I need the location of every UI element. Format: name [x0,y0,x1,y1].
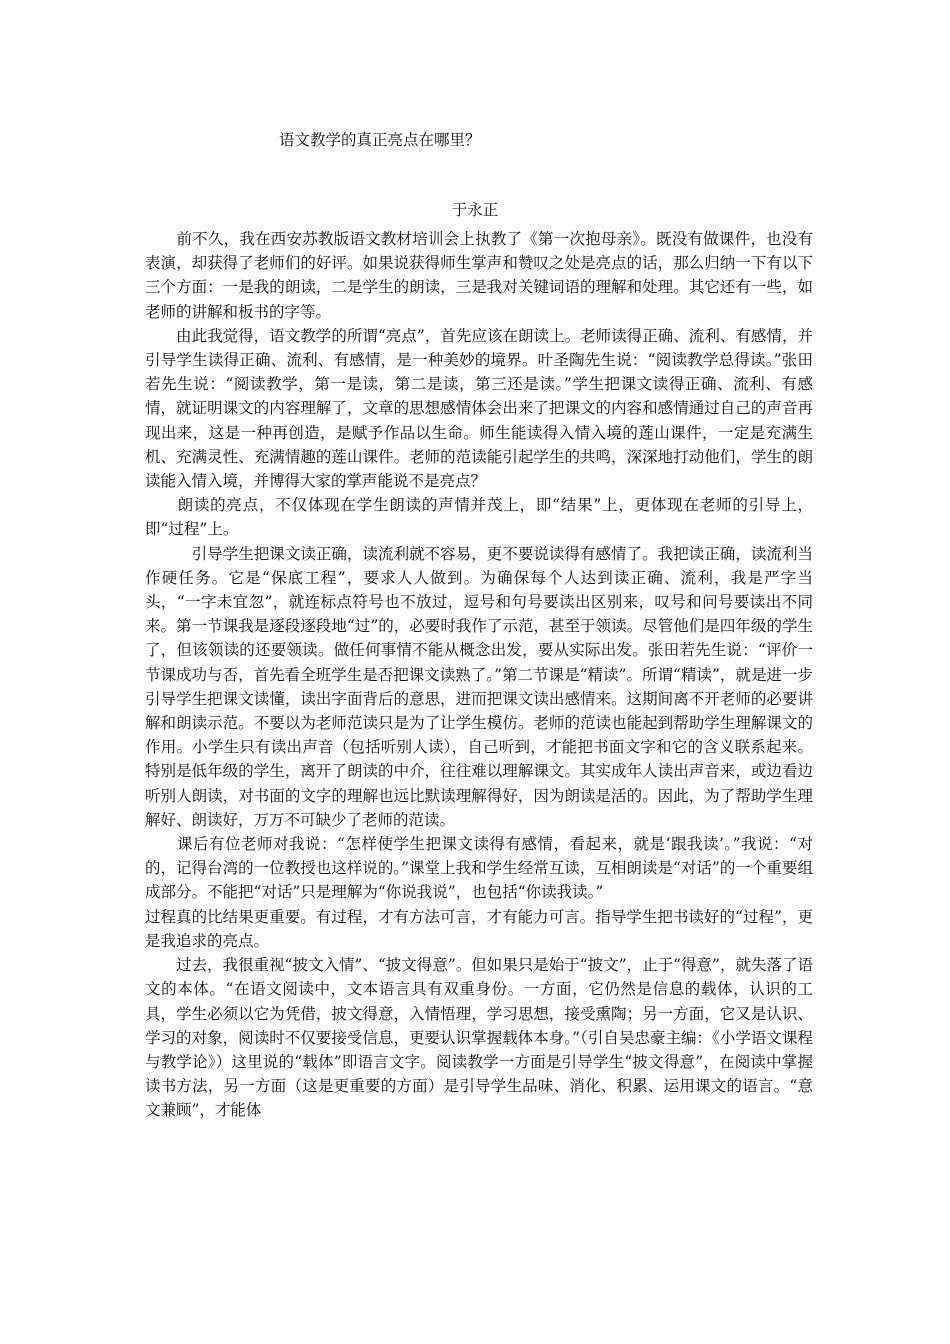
paragraph-2: 由此我觉得，语文教学的所谓“亮点”，首先应该在朗读上。老师读得正确、流利、有感情，并引导学生读得正确、流利、有感情，是一种美妙的境界。叶圣陶先生说：“阅读教学总得读。”张田若先生说：“阅读教学，第一是读，第二是读，第三还是读。”学生把课文读得正确、流利、有感情，就证明课文的内容理解了，文章的思想感情体会出来了把课文的内容和感情通过自己的声音再现出来，这是一种再创造，是赋予作品以生命。师生能读得入情入境的莲山课件，一定是充满生机、充满灵性、充满情趣的莲山课件。老师的范读能引起学生的共鸣，深深地打动他们，学生的朗读能入情入境，并博得大家的掌声能说不是亮点？ [145,326,813,491]
paragraph-1: 前不久，我在西安苏教版语文教材培训会上执教了《第一次抱母亲》。既没有做课件，也没有表演，却获得了老师们的好评。如果说获得师生掌声和赞叹之处是亮点的话，那么归纳一下有以下三个方面：一是我的朗读，二是学生的朗读，三是我对关键词语的理解和处理。其它还有一些，如老师的讲解和板书的字等。 [145,230,813,321]
paragraph-3: 朗读的亮点，不仅体现在学生朗读的声情并茂上，即“结果”上，更体现在老师的引导上，即“过程”上。 [145,496,813,539]
paragraph-5: 课后有位老师对我说：“怎样使学生把课文读得有感情，看起来，就是‘跟我读’。”我说：“对的，记得台湾的一位教授也这样说的。”课堂上我和学生经常互读，互相朗读是“对话”的一个重要组成部分。不能把“对话”只是理解为“你说我说”，也包括“你读我读。” [145,835,813,902]
paragraph-7: 过去，我很重视“披文入情”、“披文得意”。但如果只是始于“披文”，止于“得意”，就失落了语文的本体。“在语文阅读中，文本语言具有双重身份。一方面，它仍然是信息的载体，认识的工具，学生必须以它为凭借，披文得意，入情悟理，学习思想，接受熏陶；另一方面，它又是认识、学习的对象，阅读时不仅要接受信息，更要认识掌握载体本身。”（引自吴忠豪主编：《小学语文课程与教学论》）这里说的“载体”即语言文字。阅读教学一方面是引导学生“披文得意”，在阅读中掌握读书方法，另一方面（这是更重要的方面）是引导学生品味、消化、积累、运用课文的语言。“意文兼顾”，才能体 [145,956,813,1120]
document-title: 语文教学的真正亮点在哪里？ [279,131,481,149]
author-name: 于永正 [451,201,499,219]
article-body [145,227,813,1123]
paragraph-6: 过程真的比结果更重要。有过程，才有方法可言，才有能力可言。指导学生把书读好的“过程”，更是我追求的亮点。 [145,907,813,950]
paragraph-4: 引导学生把课文读正确，读流利就不容易，更不要说读得有感情了。我把读正确，读流利当作硬任务。它是“保底工程”，要求人人做到。为确保每个人达到读正确、流利，我是严字当头，“一字未宜忽”，就连标点符号也不放过，逗号和句号要读出区别来，叹号和问号要读出不同来。第一节课我是逐段逐段地“过”的，必要时我作了示范，甚至于领读。尽管他们是四年级的学生了，但该领读的还要领读。做任何事情不能从概念出发，要从实际出发。张田若先生说：“评价一节课成功与否，首先看全班学生是否把课文读熟了。”第二节课是“精读”。所谓“精读”，就是进一步引导学生把课文读懂，读出字面背后的意思，进而把课文读出感情来。这期间离不开老师的必要讲解和朗读示范。不要以为老师范读只是为了让学生模仿。老师的范读也能起到帮助学生理解课文的作用。小学生只有读出声音（包括听别人读），自己听到，才能把书面文字和它的含义联系起来。特别是低年级的学生，离开了朗读的中介，往往难以理解课文。其实成年人读出声音来，或边看边听别人朗读，对书面的文字的理解也远比默读理解得好，因为朗读是活的。因此，为了帮助学生理解好、朗读好，万万不可缺少了老师的范读。 [145,544,813,829]
